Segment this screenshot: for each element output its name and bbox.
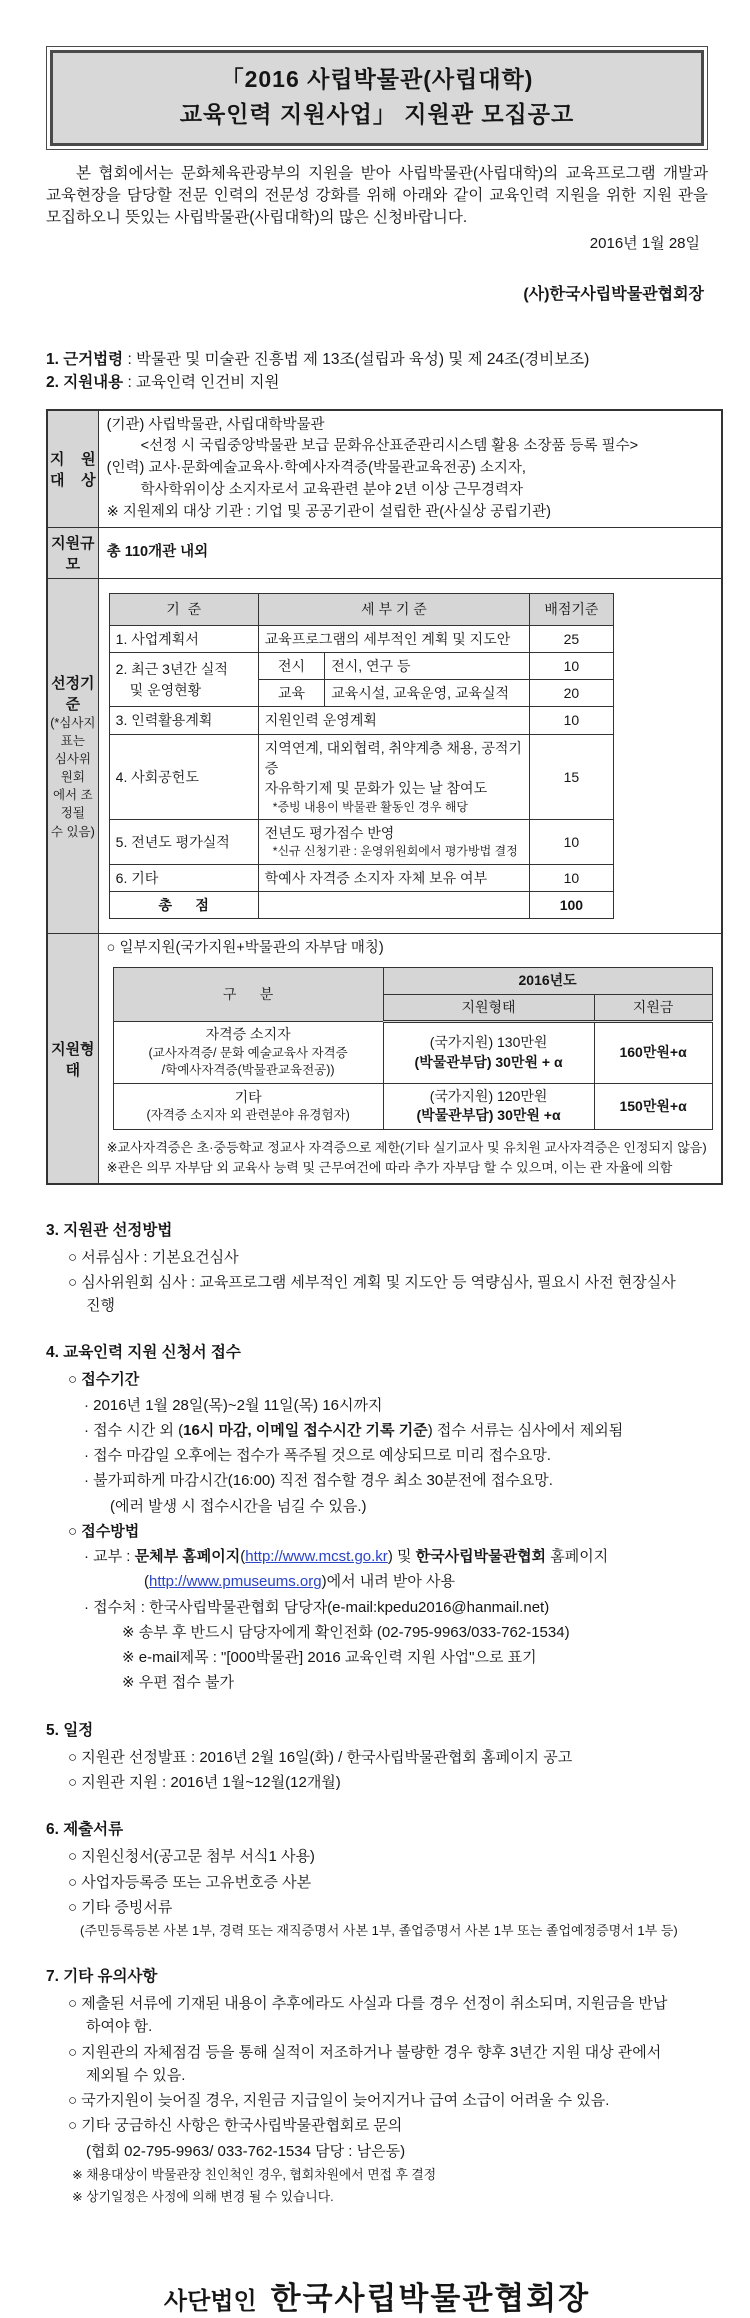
criteria-row-1 [109, 625, 613, 652]
text-segment: · 접수 시간 외 ( [84, 1421, 184, 1439]
criterion-subcategory: 교육 [258, 680, 324, 707]
support-type-line: (국가지원) 130만원 [429, 1034, 548, 1051]
support-header-year: 2016년도 [383, 968, 712, 995]
support-category-line: 기타 [234, 1088, 262, 1105]
table-row-target [47, 410, 722, 528]
criterion-detail: 전시, 연구 등 [325, 652, 530, 679]
list-item-note: ※ e-mail제목 : "[000박물관] 2016 교육인력 지원 사업"으로 표기 [122, 1649, 537, 1667]
section-documents [46, 1818, 708, 1941]
legal-basis-line [46, 348, 708, 371]
issuer-name: (사)한국사립박물관협회장 [523, 286, 704, 303]
text-segment: ) 및 [387, 1548, 416, 1566]
list-item: ○ 사업자등록증 또는 고유번호증 사본 [68, 1873, 312, 1891]
support-row-other [113, 1083, 712, 1129]
text-segment: )에서 내려 받아 사용 [321, 1573, 455, 1591]
criterion-score: 10 [530, 820, 614, 865]
criterion-name-line: 및 운영현황 [129, 681, 202, 698]
criteria-note-line: 에서 조정될 [52, 788, 93, 821]
table-row-criteria [47, 579, 722, 934]
list-item: ○ 심사위원회 심사 : 교육프로그램 세부적인 계획 및 지도안 등 역량심사, 필요시 사전 현장실사 진행 [68, 1273, 676, 1315]
criteria-header-score: 배점기준 [530, 594, 614, 625]
criteria-row-4 [109, 734, 613, 819]
section-selection-method [46, 1219, 708, 1318]
overview-table [46, 409, 723, 1185]
criteria-row-3 [109, 707, 613, 734]
criterion-score: 10 [530, 652, 614, 679]
criterion-name-line: 2. 최근 3년간 실적 [115, 661, 228, 678]
target-exclusion-note: ※ 지원제외 대상 기관 : 기업 및 공공기관이 설립한 관(사실상 공립기관) [106, 503, 551, 520]
criteria-note-line: 수 있음) [50, 824, 95, 839]
criterion-name: 4. 사회공헌도 [109, 734, 258, 819]
support-header-row-1 [113, 968, 712, 995]
announcement-date: 2016년 1월 28일 [589, 235, 700, 252]
support-content-label: 2. 지원내용 [46, 374, 124, 392]
criteria-header-criterion: 기 준 [109, 594, 258, 625]
list-item-note: ※ 우편 접수 불가 [122, 1674, 235, 1692]
support-content-text: : 교육인력 인건비 지원 [123, 374, 280, 392]
section-heading: 5. 일정 [46, 1721, 94, 1739]
section-other-notes [46, 1965, 708, 2206]
criterion-detail [258, 820, 529, 865]
legal-basis-label: 1. 근거법령 [46, 351, 124, 368]
total-score: 100 [530, 892, 614, 919]
support-category-cell [113, 1022, 383, 1084]
target-line: <선정 시 국립중앙박물관 보급 문화유산표준관리시스템 활용 소장품 등록 필수> [140, 438, 639, 455]
support-type-line: (박물관부담) 30만원 + α [414, 1054, 563, 1071]
target-content-cell [98, 410, 722, 528]
support-category-cell [113, 1083, 383, 1129]
support-label-cell: 지원형태 [47, 934, 98, 1184]
target-label-cell [47, 410, 98, 528]
criterion-detail: 지원인력 운영계획 [258, 707, 529, 734]
support-amount-table [113, 967, 713, 1130]
list-item: ○ 제출된 서류에 기재된 내용이 추후에라도 사실과 다를 경우 선정이 취소되며, 지원금을 반납 하여야 함. [68, 1995, 668, 2036]
support-note: ※관은 의무 자부담 외 교육사 능력 및 근무여건에 따라 추가 자부담 할 수 있으며, 이는 관 자율에 의함 [106, 1159, 673, 1175]
support-type-line: (박물관부담) 30만원 +α [416, 1107, 561, 1124]
support-header-amount: 지원금 [594, 994, 712, 1022]
support-note: ※교사자격증은 초·중등학교 정교사 자격증으로 제한(기타 실기교사 및 유치원 교사자격증은 인정되지 않음) [106, 1140, 707, 1156]
list-item: ○ 기타 증빙서류 [68, 1898, 173, 1916]
list-item: · 불가피하게 마감시간(16:00) 직전 접수할 경우 최소 30분전에 접수요망. [84, 1472, 553, 1490]
list-item: ○ 지원신청서(공고문 첨부 서식1 사용) [68, 1848, 315, 1866]
target-label-line1: 지 원 [50, 450, 96, 468]
subheading-period: ○ 접수기간 [68, 1371, 140, 1389]
section-application [46, 1341, 708, 1694]
criterion-detail-line: 지역연계, 대외협력, 취약계층 채용, 공적기증 [264, 739, 522, 777]
total-label: 총 점 [109, 892, 258, 919]
support-category-line: 자격증 소지자 [205, 1026, 291, 1043]
criterion-detail [258, 734, 529, 819]
criteria-row-5 [109, 820, 613, 865]
text-segment-bold: 한국사립박물관협회 [415, 1548, 547, 1566]
target-line: 학사학위이상 소지자로서 교육관련 분야 2년 이상 근무경력자 [140, 481, 524, 498]
criteria-row-6 [109, 864, 613, 891]
criteria-label-note [50, 714, 96, 841]
section-heading: 4. 교육인력 지원 신청서 접수 [46, 1344, 241, 1362]
text-segment-bold: 문체부 홈페이지 [134, 1548, 241, 1566]
list-item: ○ 기타 궁금하신 사항은 한국사립박물관협회로 문의 [68, 2117, 403, 2135]
support-category-line: /학예사자격증(박물관교육전공)) [161, 1063, 335, 1078]
support-type-cell [383, 1022, 594, 1084]
support-intro-line: ○ 일부지원(국가지원+박물관의 자부담 매칭) [106, 940, 384, 957]
scale-value-cell: 총 110개관 내외 [98, 528, 722, 579]
criterion-detail-note: *신규 신청기관 : 운영위원회에서 평가방법 결정 [272, 844, 518, 859]
text-segment: 홈페이지 [546, 1548, 609, 1566]
support-type-cell [383, 1083, 594, 1129]
criterion-subcategory: 전시 [258, 652, 324, 679]
footer-signature [46, 2273, 708, 2318]
criterion-detail-line: 자유학기제 및 문화가 있는 날 참여도 [264, 780, 488, 797]
footnote: ※ 상기일정은 사정에 의해 변경 될 수 있습니다. [72, 2188, 334, 2204]
criterion-score: 15 [530, 734, 614, 819]
criterion-detail-line: 전년도 평가점수 반영 [264, 825, 395, 842]
text-segment: · 교부 : [84, 1548, 135, 1566]
list-item [46, 1545, 708, 1568]
support-row-certified [113, 1022, 712, 1084]
list-item-note: (에러 발생 시 접수시간을 넘길 수 있음.) [110, 1497, 367, 1515]
support-category-line: (자격증 소지자 외 관련분야 유경험자) [146, 1108, 350, 1123]
criterion-name [109, 652, 258, 707]
document-title-line1: 「2016 사립박물관(사립대학) [220, 66, 534, 92]
footer-org-type: 사단법인 [163, 2287, 257, 2315]
list-item: · 2016년 1월 28일(목)~2월 11일(목) 16시까지 [84, 1396, 383, 1414]
support-amount-cell: 150만원+α [594, 1083, 712, 1129]
list-item: ○ 지원관 선정발표 : 2016년 2월 16일(화) / 한국사립박물관협회 홈페이지 공고 [68, 1748, 573, 1766]
criteria-content-cell [98, 579, 722, 934]
support-category-line: (교사자격증/ 문화 예술교육사 자격증 [148, 1045, 348, 1060]
criterion-detail: 학예사 자격증 소지자 자체 보유 여부 [258, 864, 529, 891]
support-type-line: (국가지원) 120만원 [429, 1087, 548, 1104]
support-amount-cell: 160만원+α [594, 1022, 712, 1084]
list-item-note: (협회 02-795-9963/ 033-762-1534 담당 : 남은동) [86, 2142, 406, 2160]
criteria-header-detail: 세 부 기 준 [258, 594, 529, 625]
list-item: ○ 지원관의 자체점검 등을 통해 실적이 저조하거나 불량한 경우 향후 3년간 지원 대상 관에서 제외될 수 있음. [68, 2043, 662, 2084]
criteria-header-row [109, 594, 613, 625]
section-heading: 3. 지원관 선정방법 [46, 1221, 173, 1239]
list-item-note: ※ 송부 후 반드시 담당자에게 확인전화 (02-795-9963/033-762-1534) [122, 1623, 570, 1641]
pmuseums-homepage-link[interactable]: http://www.pmuseums.org [149, 1573, 322, 1591]
text-segment: ) 접수 서류는 심사에서 제외됨 [427, 1421, 624, 1439]
legal-basis-block [46, 348, 708, 395]
title-box-inner [50, 50, 704, 146]
legal-basis-text: : 박물관 및 미술관 진흥법 제 13조(설립과 육성) 및 제 24조(경비보조) [123, 351, 590, 368]
table-row-scale [47, 528, 722, 579]
subheading-method: ○ 접수방법 [68, 1522, 140, 1540]
list-item: · 접수처 : 한국사립박물관협회 담당자(e-mail:kpedu2016@hanmail.net) [84, 1598, 550, 1616]
criterion-name: 3. 인력활용계획 [109, 707, 258, 734]
criteria-table [109, 593, 614, 919]
list-item: ○ 지원관 지원 : 2016년 1월~12월(12개월) [68, 1774, 341, 1791]
criterion-detail-note: *증빙 내용이 박물관 활동인 경우 해당 [272, 799, 469, 814]
criterion-score: 20 [530, 680, 614, 707]
criterion-name: 6. 기타 [109, 864, 258, 891]
criterion-score: 10 [530, 707, 614, 734]
scale-label-cell: 지원규모 [47, 528, 98, 579]
list-item: ○ 서류심사 : 기본요건심사 [68, 1248, 239, 1266]
support-header-type: 지원형태 [383, 994, 594, 1022]
list-item-note: (주민등록등본 사본 1부, 경력 또는 재직증명서 사본 1부, 졸업증명서 사본 1부 또는 졸업예정증명서 1부 등) [80, 1923, 678, 1939]
title-box [46, 46, 708, 150]
footer-org-name: 한국사립박물관협회장 [270, 2280, 591, 2316]
target-line: (기관) 사립박물관, 사립대학박물관 [106, 416, 325, 433]
list-item [46, 1419, 708, 1442]
footnote: ※ 채용대상이 박물관장 친인척인 경우, 협회차원에서 면접 후 결정 [72, 2166, 437, 2182]
intro-paragraph: 본 협회에서는 문화체육관광부의 지원을 받아 사립박물관(사립대학)의 교육프로그램 개발과 교육현장을 담당할 전문 인력의 전문성 강화를 위해 아래와 같이 교육인력 지원을 위한 지원 관을 모집하오니 뜻있는 사립박물관(사립대학)의 많은 신청바랍니다. [46, 165, 708, 226]
mcst-homepage-link[interactable]: http://www.mcst.go.kr [245, 1548, 388, 1566]
text-segment-bold: 16시 마감, 이메일 접수시간 기록 기준 [183, 1421, 428, 1439]
criterion-name: 1. 사업계획서 [109, 625, 258, 652]
list-item: ○ 국가지원이 늦어질 경우, 지원금 지급일이 늦어지거나 급여 소급이 어려울 수 있음. [68, 2092, 610, 2110]
section-heading: 7. 기타 유의사항 [46, 1968, 158, 1986]
criterion-detail: 교육시설, 교육운영, 교육실적 [325, 680, 530, 707]
text-segment: ( [240, 1548, 246, 1566]
list-item: · 접수 마감일 오후에는 접수가 폭주될 것으로 예상되므로 미리 접수요망. [84, 1447, 551, 1465]
criterion-score: 25 [530, 625, 614, 652]
table-row-support [47, 934, 722, 1184]
criteria-note-line: (*심사지표는 [50, 715, 96, 748]
criteria-label-cell [47, 579, 98, 934]
criteria-note-line: 심사위원회 [54, 752, 91, 785]
total-empty-cell [258, 892, 529, 919]
document-title-line2: 교육인력 지원사업」 지원관 모집공고 [179, 100, 575, 127]
criterion-name: 5. 전년도 평가실적 [109, 820, 258, 865]
section-heading: 6. 제출서류 [46, 1821, 124, 1839]
support-content-cell [98, 934, 722, 1184]
criteria-row-2a [109, 652, 613, 679]
target-label-line2: 대 상 [50, 471, 96, 489]
list-item [46, 1570, 708, 1593]
criterion-detail: 교육프로그램의 세부적인 계획 및 지도안 [258, 625, 529, 652]
criteria-total-row [109, 892, 613, 919]
support-content-line [46, 371, 708, 394]
target-line: (인력) 교사·문화예술교육사·학예사자격증(박물관교육전공) 소지자, [106, 460, 526, 476]
criterion-score: 10 [530, 864, 614, 891]
text-segment: ( [144, 1573, 149, 1591]
section-schedule [46, 1719, 708, 1795]
criteria-label: 선정기준 [51, 674, 95, 713]
support-header-category: 구 분 [113, 968, 383, 1022]
